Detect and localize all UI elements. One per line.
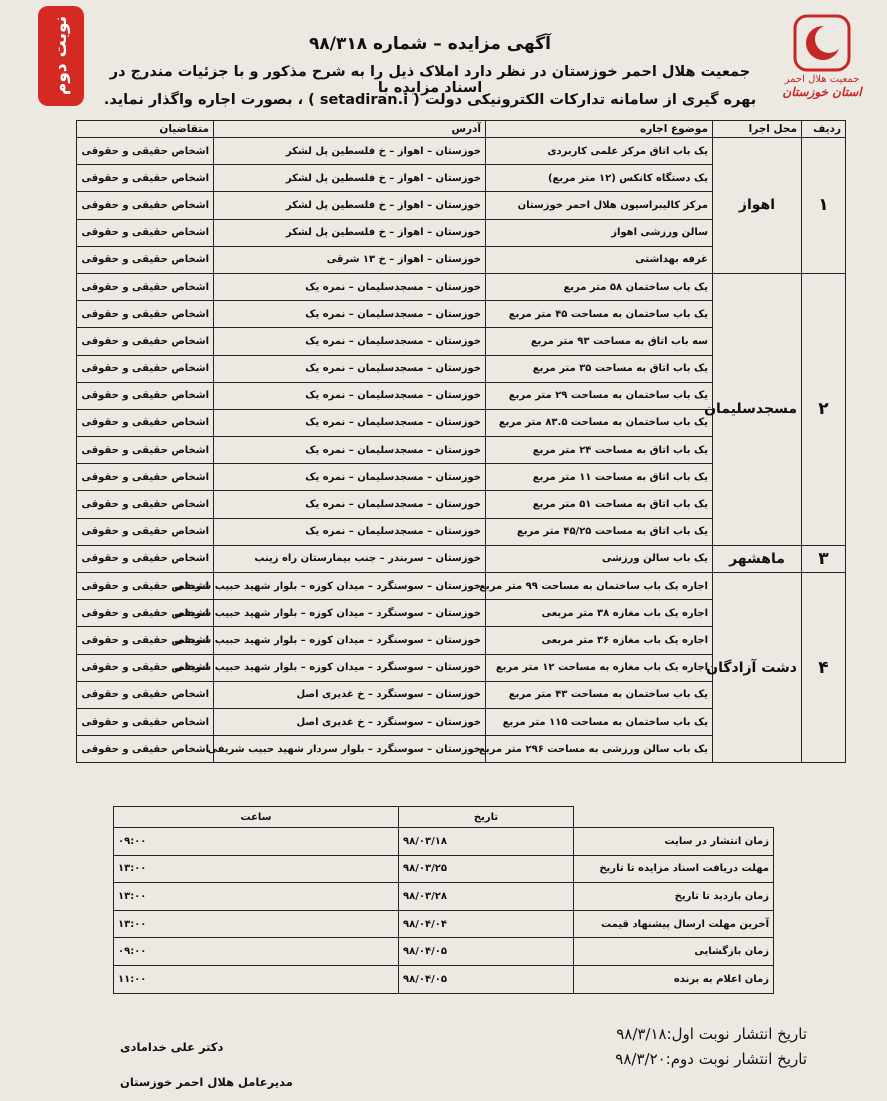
row-subject: سالن ورزشی اهواز: [486, 219, 713, 246]
schedule-header-time: ساعت: [114, 807, 399, 828]
schedule-row: [114, 828, 774, 856]
notice-intro-line-2: بهره گیری از سامانه تدارکات الکترونیکی دولت ( setadiran.i ) ، بصورت اجاره واگذار نماید.: [103, 92, 757, 108]
schedule-row: [114, 965, 774, 993]
schedule-row-date: ۹۸/۰۳/۱۸: [399, 828, 574, 856]
row-subject: اجاره یک باب مغازه ۳۸ متر مربعی: [486, 600, 713, 627]
row-address: خوزستان – سوسنگرد – میدان کوزه – بلوار شهید حبیب شریفی: [214, 627, 486, 654]
col-header-location: محل اجرا: [713, 121, 802, 138]
row-applicants: اشخاص حقیقی و حقوقی: [77, 328, 214, 355]
row-applicants: اشخاص حقیقی و حقوقی: [77, 573, 214, 600]
logo-org-name: جمعیت هلال احمر: [784, 74, 860, 85]
row-subject: یک باب اتاق به مساحت ۳۵ متر مربع: [486, 355, 713, 382]
schedule-row: [114, 883, 774, 911]
schedule-row-date: ۹۸/۰۴/۰۵: [399, 938, 574, 966]
row-address: خوزستان – سوسنگرد – میدان کوزه – بلوار شهید حبیب شریفی: [214, 600, 486, 627]
row-applicants: اشخاص حقیقی و حقوقی: [77, 464, 214, 491]
row-address: خوزستان – سوسنگرد – میدان کوزه – بلوار شهید حبیب شریفی: [214, 573, 486, 600]
row-address: خوزستان – اهواز – خ فلسطین پل لشکر: [214, 165, 486, 192]
schedule-table-body: [114, 828, 774, 994]
second-round-badge: [38, 6, 84, 106]
row-applicants: اشخاص حقیقی و حقوقی: [77, 491, 214, 518]
row-applicants: اشخاص حقیقی و حقوقی: [77, 138, 214, 165]
row-subject: یک باب سالن ورزشی به مساحت ۲۹۶ متر مربع: [486, 736, 713, 763]
row-subject: یک باب اتاق به مساحت ۵۱ متر مربع: [486, 491, 713, 518]
schedule-row-label: آخرین مهلت ارسال پیشنهاد قیمت: [574, 910, 774, 938]
row-applicants: اشخاص حقیقی و حقوقی: [77, 627, 214, 654]
row-location: ماهشهر: [713, 545, 802, 572]
schedule-row-date: ۹۸/۰۴/۰۵: [399, 965, 574, 993]
row-address: خوزستان – سوسنگرد – بلوار سردار شهید حبیب شریفی: [214, 736, 486, 763]
schedule-row-label: زمان اعلام به برنده: [574, 965, 774, 993]
row-radif: ۱: [802, 138, 846, 274]
row-radif: ۲: [802, 273, 846, 545]
row-address: خوزستان – مسجدسلیمان – نمره یک: [214, 382, 486, 409]
schedule-row-label: مهلت دریافت اسناد مزایده تا تاریخ: [574, 855, 774, 883]
schedule-row: [114, 910, 774, 938]
red-crescent-logo: [772, 14, 872, 112]
row-applicants: اشخاص حقیقی و حقوقی: [77, 654, 214, 681]
row-address: خوزستان – اهواز – خ فلسطین پل لشکر: [214, 219, 486, 246]
row-address: خوزستان – مسجدسلیمان – نمره یک: [214, 491, 486, 518]
badge-label: نوبت دوم: [51, 16, 71, 96]
row-subject: یک دستگاه کانکس (۱۲ متر مربع): [486, 165, 713, 192]
col-header-applicants: متقاضیان: [77, 121, 214, 138]
row-applicants: اشخاص حقیقی و حقوقی: [77, 165, 214, 192]
row-subject: اجاره یک باب مغازه به مساحت ۱۲ متر مربع: [486, 654, 713, 681]
schedule-row-date: ۹۸/۰۴/۰۴: [399, 910, 574, 938]
schedule-row-time: ۰۹:۰۰: [114, 938, 399, 966]
row-subject: یک باب اتاق به مساحت ۴۵/۲۵ متر مربع: [486, 518, 713, 545]
row-address: خوزستان – سوسنگرد – خ غدیری اصل: [214, 681, 486, 708]
row-address: خوزستان – اهواز – خ فلسطین پل لشکر: [214, 192, 486, 219]
row-address: خوزستان – مسجدسلیمان – نمره یک: [214, 409, 486, 436]
schedule-row-date: ۹۸/۰۳/۲۵: [399, 855, 574, 883]
col-header-radif: ردیف: [802, 121, 846, 138]
row-applicants: اشخاص حقیقی و حقوقی: [77, 736, 214, 763]
schedule-header-blank: [574, 807, 774, 828]
signatory-title: مدیرعامل هلال احمر خوزستان: [120, 1075, 293, 1089]
row-address: خوزستان – سوسنگرد – میدان کوزه – بلوار شهید حبیب شریفی: [214, 654, 486, 681]
properties-table: [76, 120, 846, 763]
schedule-header-date: تاریخ: [399, 807, 574, 828]
schedule-row: [114, 855, 774, 883]
row-address: خوزستان – مسجدسلیمان – نمره یک: [214, 328, 486, 355]
row-address: خوزستان – مسجدسلیمان – نمره یک: [214, 355, 486, 382]
row-applicants: اشخاص حقیقی و حقوقی: [77, 600, 214, 627]
table-row: [77, 138, 846, 165]
row-subject: یک باب ساختمان به مساحت ۱۱۵ متر مربع: [486, 708, 713, 735]
row-subject: اجاره یک باب مغازه ۳۶ متر مربعی: [486, 627, 713, 654]
schedule-row-time: ۱۳:۰۰: [114, 855, 399, 883]
row-subject: یک باب سالن ورزشی: [486, 545, 713, 572]
signatory-name: دکتر علی خدامادی: [120, 1040, 224, 1054]
row-radif: ۳: [802, 545, 846, 572]
row-subject: غرفه بهداشتی: [486, 246, 713, 273]
row-location: اهواز: [713, 138, 802, 274]
schedule-row-label: زمان انتشار در سایت: [574, 828, 774, 856]
row-address: خوزستان – اهواز – خ ۱۳ شرقی: [214, 246, 486, 273]
schedule-table-header: [114, 807, 774, 828]
red-crescent-icon: [793, 14, 851, 72]
schedule-row-date: ۹۸/۰۳/۲۸: [399, 883, 574, 911]
row-address: خوزستان – مسجدسلیمان – نمره یک: [214, 273, 486, 300]
row-subject: مرکز کالیبراسیون هلال احمر خوزستان: [486, 192, 713, 219]
row-location: مسجدسلیمان: [713, 273, 802, 545]
col-header-address: آدرس: [214, 121, 486, 138]
row-subject: یک باب اتاق مرکز علمی کاربردی: [486, 138, 713, 165]
row-applicants: اشخاص حقیقی و حقوقی: [77, 192, 214, 219]
logo-province-name: استان خوزستان: [782, 85, 862, 99]
notice-title: آگهی مزایده – شماره ۹۸/۳۱۸: [309, 34, 551, 54]
row-location: دشت آزادگان: [713, 573, 802, 763]
schedule-row-time: ۱۳:۰۰: [114, 910, 399, 938]
notice-intro-line-1: جمعیت هلال احمر خوزستان در نظر دارد املاک ذیل را به شرح مذکور و با جزئیات مندرج در اسناد مزایده با: [109, 64, 751, 96]
schedule-row-label: زمان بازدید تا تاریخ: [574, 883, 774, 911]
row-address: خوزستان – مسجدسلیمان – نمره یک: [214, 518, 486, 545]
row-address: خوزستان – مسجدسلیمان – نمره یک: [214, 437, 486, 464]
row-subject: یک باب اتاق به مساحت ۱۱ متر مربع: [486, 464, 713, 491]
properties-table-header: [77, 121, 846, 138]
row-subject: یک باب ساختمان به مساحت ۸۳.۵ متر مربع: [486, 409, 713, 436]
row-address: خوزستان – مسجدسلیمان – نمره یک: [214, 464, 486, 491]
row-radif: ۴: [802, 573, 846, 763]
row-applicants: اشخاص حقیقی و حقوقی: [77, 409, 214, 436]
schedule-row-time: ۱۳:۰۰: [114, 883, 399, 911]
schedule-row-time: ۰۹:۰۰: [114, 828, 399, 856]
row-subject: یک باب ساختمان به مساحت ۴۳ متر مربع: [486, 681, 713, 708]
row-subject: اجاره یک باب ساختمان به مساحت ۹۹ متر مربع: [486, 573, 713, 600]
second-publication-date: تاریخ انتشار نوبت دوم:۹۸/۳/۲۰: [615, 1050, 807, 1068]
row-applicants: اشخاص حقیقی و حقوقی: [77, 708, 214, 735]
row-applicants: اشخاص حقیقی و حقوقی: [77, 545, 214, 572]
table-row: [77, 573, 846, 600]
row-subject: یک باب ساختمان ۵۸ متر مربع: [486, 273, 713, 300]
properties-table-body: [77, 138, 846, 763]
row-applicants: اشخاص حقیقی و حقوقی: [77, 518, 214, 545]
row-subject: یک باب اتاق به مساحت ۲۴ متر مربع: [486, 437, 713, 464]
table-row: [77, 545, 846, 572]
row-address: خوزستان – مسجدسلیمان – نمره یک: [214, 301, 486, 328]
row-address: خوزستان – سوسنگرد – خ غدیری اصل: [214, 708, 486, 735]
row-applicants: اشخاص حقیقی و حقوقی: [77, 355, 214, 382]
row-applicants: اشخاص حقیقی و حقوقی: [77, 246, 214, 273]
row-applicants: اشخاص حقیقی و حقوقی: [77, 273, 214, 300]
row-address: خوزستان – سربندر – جنب بیمارستان راه زینب: [214, 545, 486, 572]
row-address: خوزستان – اهواز – خ فلسطین پل لشکر: [214, 138, 486, 165]
row-subject: یک باب ساختمان به مساحت ۲۹ متر مربع: [486, 382, 713, 409]
row-applicants: اشخاص حقیقی و حقوقی: [77, 382, 214, 409]
schedule-row-time: ۱۱:۰۰: [114, 965, 399, 993]
col-header-subject: موضوع اجاره: [486, 121, 713, 138]
schedule-row-label: زمان بازگشایی: [574, 938, 774, 966]
row-applicants: اشخاص حقیقی و حقوقی: [77, 437, 214, 464]
row-applicants: اشخاص حقیقی و حقوقی: [77, 301, 214, 328]
row-applicants: اشخاص حقیقی و حقوقی: [77, 219, 214, 246]
schedule-row: [114, 938, 774, 966]
first-publication-date: تاریخ انتشار نوبت اول:۹۸/۳/۱۸: [616, 1025, 807, 1043]
table-row: [77, 273, 846, 300]
row-subject: یک باب ساختمان به مساحت ۴۵ متر مربع: [486, 301, 713, 328]
row-applicants: اشخاص حقیقی و حقوقی: [77, 681, 214, 708]
schedule-table: [113, 806, 774, 994]
row-subject: سه باب اتاق به مساحت ۹۳ متر مربع: [486, 328, 713, 355]
